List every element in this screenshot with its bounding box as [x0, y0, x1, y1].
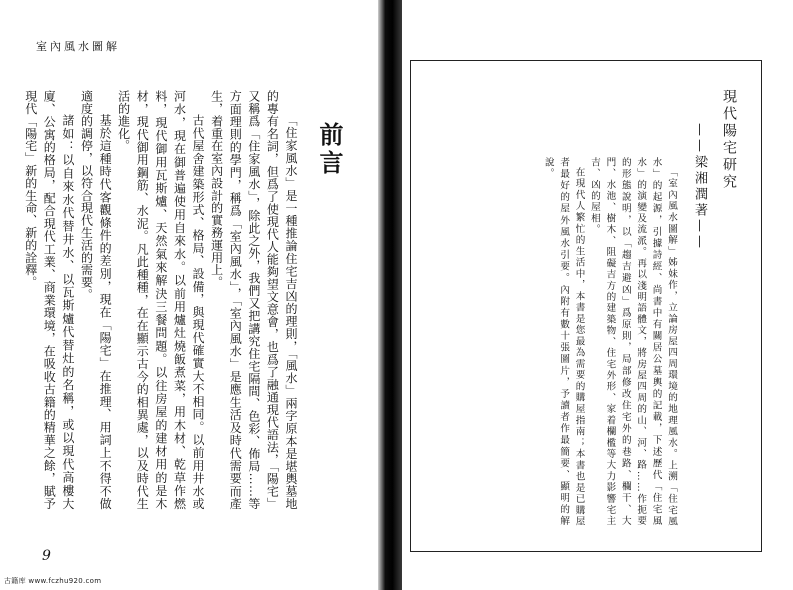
advertisement-box: [410, 60, 762, 552]
ad-paragraph-1: 「室內風水圖解」姊妹作，立論房屋四周環境的地理風水。上溯「住宅風水」的起源，引據詩經、尚書中有關居公墓輿的記載，下述歷代「住宅風水」的演變及流派。再以淺明語體文，將房屋四周的山、河、路……作扼要的形態說明，以「趨吉避凶」爲原則，局部修改住宅外的巷路、欄干、大門、水池、樹木、阻礙吉方的建築物、住宅外形、家着欄檻等大力影響宅主吉、凶的屋相。: [588, 157, 677, 527]
preface-body: [23, 90, 300, 510]
preface-paragraph-3: 基於這種時代客觀條件的差別，現在「陽宅」在推理、用詞上不得不做適度的調停，以符合現代生活的需要。: [79, 90, 113, 510]
preface-paragraph-4: 諸如：以自來水代替井水、以瓦斯爐代替灶的名稱，或以現代高樓大廈、公寓的格局，配合現代工業、商業環境，在吸收古籍的精華之餘，賦予現代「陽宅」新的生命、新的詮釋。: [23, 90, 75, 510]
running-head: 室內風水圖解: [36, 40, 120, 53]
left-page: [0, 0, 378, 590]
page-number: 9: [42, 548, 51, 564]
preface-paragraph-2: 古代屋舍建築形式、格局、設備，與現代確實大不相同。以前用井水或河水，現在御普遍使用自來水。以前用爐灶燒飯煮菜，用木材、乾草作燃料，現代御用瓦斯爐、天然氣來解決三餐問題。以往房屋的建材用的是木材，現代御用鋼筋、水泥。凡此種種，在在顯示古今的相異處，以及時代生活的進化。: [116, 90, 206, 510]
ad-description: [429, 157, 679, 527]
preface-paragraph-1: 「住家風水」是一種推論住宅吉凶的理則，「風水」兩字原本是堪輿墓地的專有名詞，但爲了使現代人能夠望文意會，也爲了融通現代語法，「陽宅」又稱爲「住家風水」，除此之外，我們又把講究住宅隔間、色彩、佈局……等方面理則的學門，稱爲「室內風水」，「室內風水」是應生活及時代需要而產生，着重在室內設計的實務運用上。: [209, 90, 298, 510]
site-watermark: 古籍库 www.fczhu920.com: [4, 577, 102, 585]
ad-book-title: 現代陽宅研究: [721, 89, 737, 191]
ad-paragraph-2: 在現代人繁忙的生活中，本書是您最為需要的購屋指南；本書也是已購屋者最好的屋外風水引要。內附有數十張圖片，予讀者作最簡要、顯明的解說。: [542, 157, 585, 527]
preface-title: 前言: [315, 122, 344, 178]
ad-book-author: ——梁湘潤著——: [692, 123, 707, 251]
book-gutter: [378, 0, 402, 590]
right-page: [402, 0, 793, 590]
